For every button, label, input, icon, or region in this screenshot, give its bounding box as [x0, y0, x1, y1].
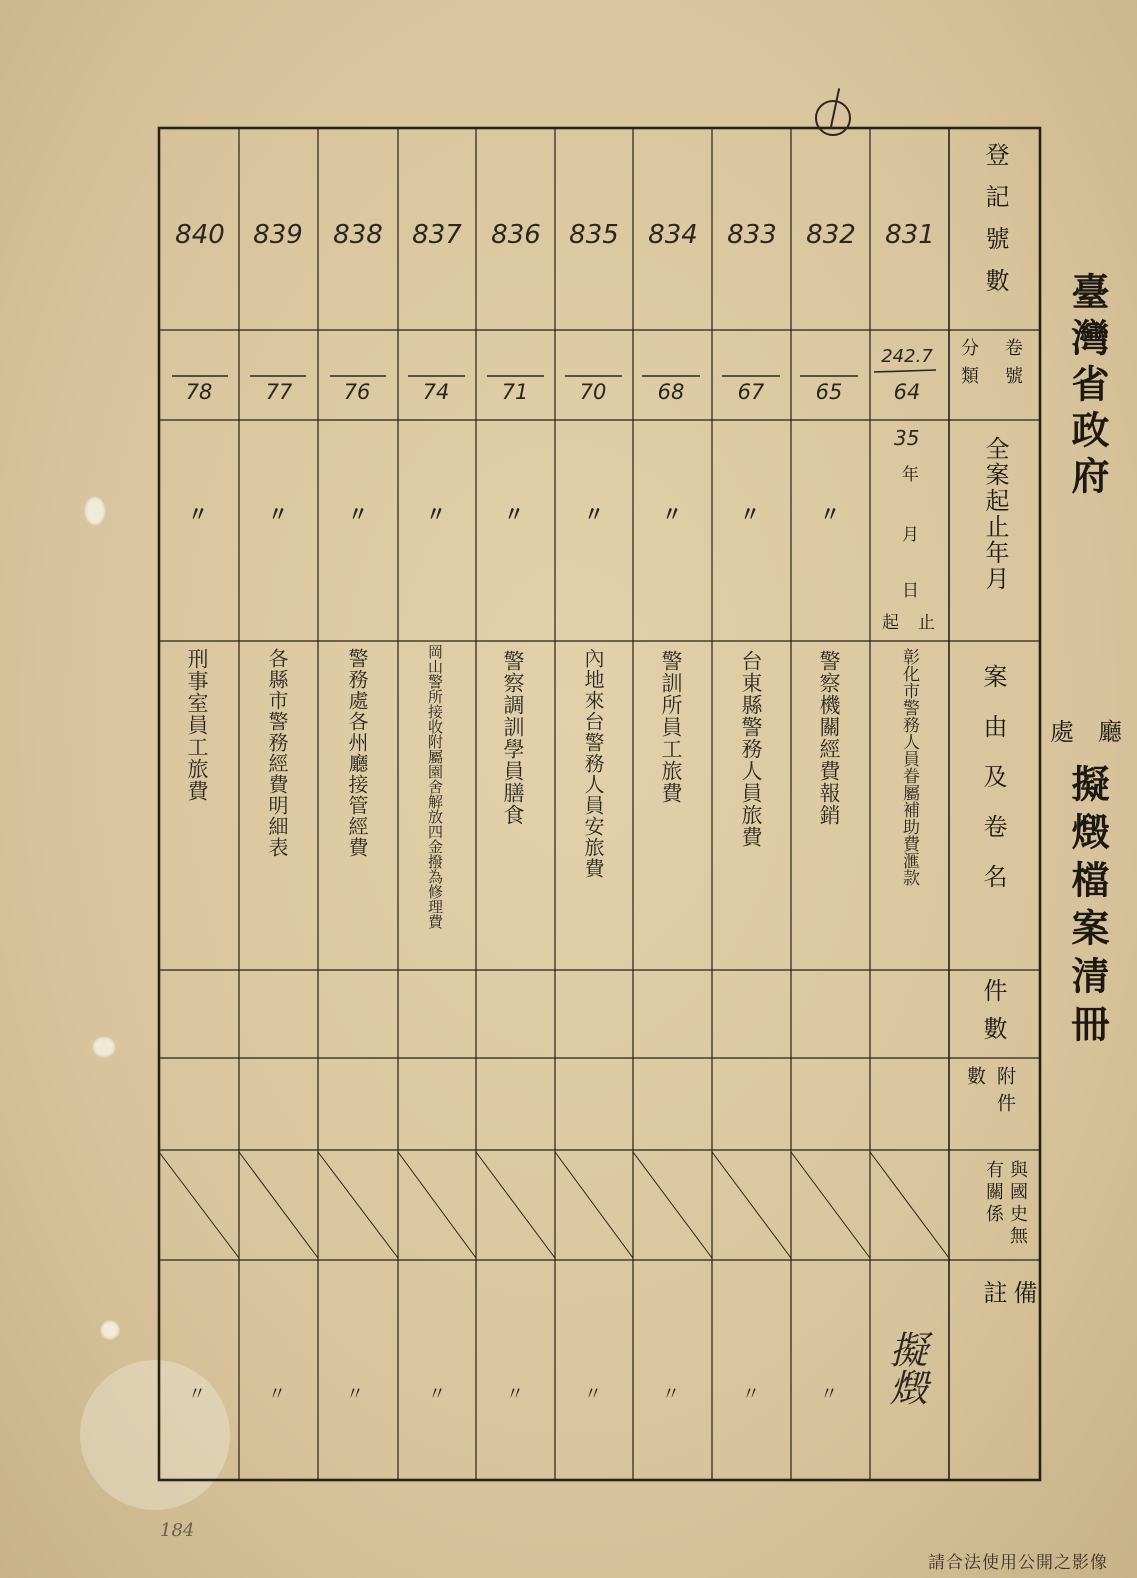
row-834-reg-number: 834: [648, 220, 698, 250]
row-831-volume-number: 64: [893, 380, 921, 404]
department-labels: [1050, 712, 1122, 752]
row-831-reg-number: 831: [885, 220, 935, 250]
row-831-period-start: 起: [882, 613, 899, 633]
row-833-period-ditto: 〃: [740, 502, 760, 526]
row-831-subject: 彰化市警務人員眷屬補助費滙款: [899, 648, 919, 886]
row-840-reg-number: 840: [175, 220, 225, 250]
row-838-period-ditto: 〃: [348, 502, 368, 526]
row-832-volume-number: 65: [815, 380, 843, 404]
row-833-reg-number: 833: [727, 220, 777, 250]
row-838-remark: 〃: [346, 1384, 364, 1405]
row-839-reg-number: 839: [253, 220, 303, 250]
row-834-remark: 〃: [662, 1384, 680, 1405]
row-838-volume-number: 76: [343, 380, 371, 404]
row-839-remark: 〃: [268, 1384, 286, 1405]
row-837-period-ditto: 〃: [426, 502, 446, 526]
row-835-volume-number: 70: [579, 380, 607, 404]
circled-check-mark: [815, 100, 851, 136]
row-837-subject: 岡山警所接收附屬園舍解放四金撥為修理費: [426, 644, 444, 929]
row-836-remark: 〃: [506, 1384, 524, 1405]
row-840-subject: 刑事室員工旅費: [185, 648, 209, 802]
row-836-volume-number: 71: [501, 380, 529, 404]
row-839-period-ditto: 〃: [268, 502, 288, 526]
row-837-volume-number: 74: [422, 380, 450, 404]
header-subject: 案由及卷名: [979, 664, 1007, 914]
row-831-period-year-value: 35: [894, 426, 920, 450]
row-833-volume-number: 67: [737, 380, 765, 404]
row-833-subject: 台東縣警務人員旅費: [739, 650, 763, 848]
row-840-remark: 〃: [188, 1384, 206, 1405]
row-832-period-ditto: 〃: [820, 502, 840, 526]
row-832-remark: 〃: [820, 1384, 838, 1405]
row-839-volume-number: 77: [265, 380, 293, 404]
header-registration-number: 登記號數: [981, 142, 1009, 310]
row-835-period-ditto: 〃: [584, 502, 604, 526]
row-840-period-ditto: 〃: [188, 502, 208, 526]
header-attachments: 附件數: [964, 1066, 1016, 1120]
row-835-remark: 〃: [584, 1384, 602, 1405]
row-837-remark: 〃: [428, 1384, 446, 1405]
document-title: 擬燬檔案清冊: [1065, 764, 1110, 1052]
page-number: 184: [160, 1520, 195, 1541]
row-834-volume-number: 68: [657, 380, 685, 404]
row-831-class-number: 242.7: [881, 346, 933, 367]
row-832-reg-number: 832: [806, 220, 856, 250]
row-836-reg-number: 836: [491, 220, 541, 250]
header-remarks: 備註: [979, 1280, 1037, 1414]
row-834-subject: 警訓所員工旅費: [659, 650, 683, 804]
header-classification: 分類: [958, 338, 979, 394]
header-period: 全案起止年月: [981, 436, 1009, 592]
row-840-volume-number: 78: [185, 380, 213, 404]
row-831-remark-signature: 擬燬: [883, 1330, 927, 1406]
department-label-chu: 處: [1050, 718, 1074, 746]
header-volume-number: 卷號: [1002, 338, 1023, 394]
row-838-reg-number: 838: [333, 220, 383, 250]
row-838-subject: 警務處各州廳接管經費: [345, 648, 369, 858]
row-831-period-year: 年: [902, 465, 919, 485]
row-831-period-end: 止: [918, 613, 935, 633]
header-national-history: 與國史無有關係: [983, 1160, 1028, 1248]
row-837-reg-number: 837: [412, 220, 462, 250]
row-831-period-month: 月: [902, 525, 919, 545]
row-835-subject: 內地來台警務人員安旅費: [581, 648, 605, 879]
row-835-reg-number: 835: [569, 220, 619, 250]
usage-watermark: 請合法使用公開之影像: [928, 1553, 1108, 1573]
header-count: 件數: [979, 978, 1007, 1054]
department-label-ting: 廳: [1098, 718, 1122, 746]
row-832-subject: 警察機關經費報銷: [817, 650, 841, 826]
row-833-remark: 〃: [742, 1384, 760, 1405]
row-831-period-day: 日: [902, 581, 919, 601]
government-title: 臺灣省政府: [1065, 272, 1110, 502]
row-836-period-ditto: 〃: [504, 502, 524, 526]
row-839-subject: 各縣市警務經費明細表: [265, 648, 289, 858]
row-836-subject: 警察調訓學員膳食: [501, 650, 525, 826]
row-834-period-ditto: 〃: [662, 502, 682, 526]
